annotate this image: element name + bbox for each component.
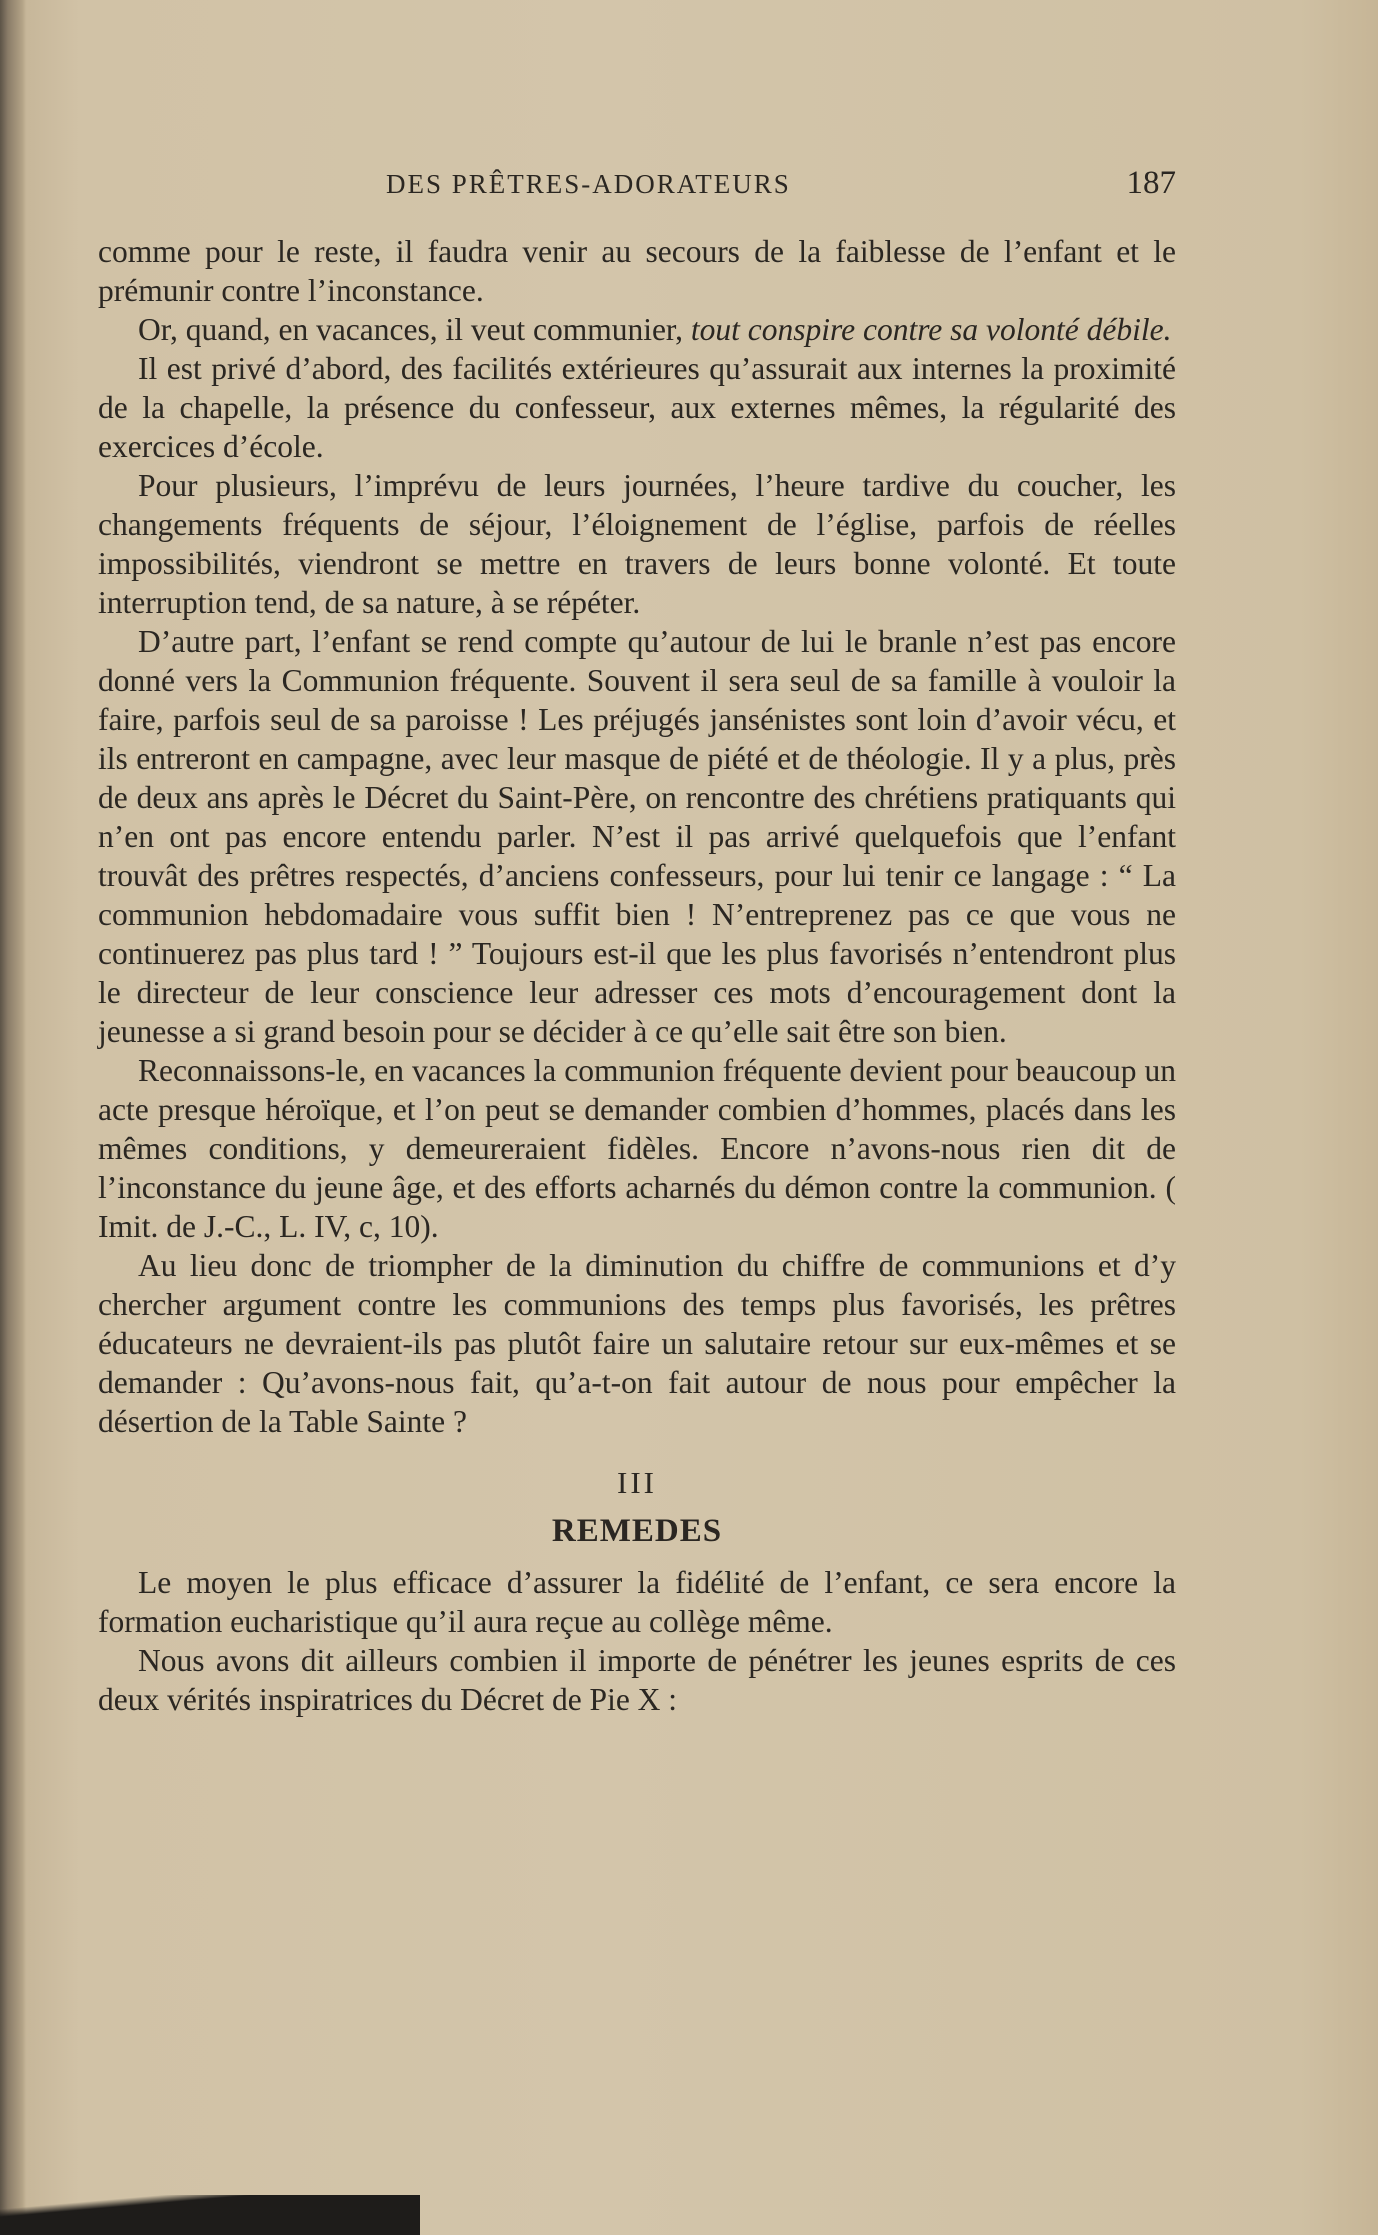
running-head	[96, 165, 1176, 205]
paragraph: Il est privé d’abord, des facilités extérieures qu’assurait aux internes la proximité de la chapelle, la présence du confesseur, aux externes mêmes, la régularité des exercices d’école.	[98, 351, 1176, 464]
running-title: DES PRÊTRES-ADORATEURS	[386, 169, 791, 199]
paragraph-text: Or, quand, en vacances, il veut communier,	[138, 312, 684, 347]
book-spine-shadow	[0, 0, 26, 2235]
page-number: 187	[1126, 165, 1176, 201]
paragraph: Au lieu donc de triompher de la diminution du chiffre de communions et d’y chercher argument contre les communions des temps plus favorisés, les prêtres éducateurs ne devraient-ils pas plutôt faire un salutaire retour sur eux-mêmes et se demander : Qu’avons-nous fait, qu’a-t-on fait autour de nous pour empêcher la désertion de la Table Sainte ?	[98, 1248, 1176, 1439]
page-corner-shadow	[0, 2195, 420, 2235]
section-number: III	[617, 1465, 657, 1500]
paragraph: Nous avons dit ailleurs combien il importe de pénétrer les jeunes esprits de ces deux vérités inspiratrices du Décret de Pie X :	[98, 1643, 1176, 1717]
paragraph: Reconnaissons-le, en vacances la communion fréquente devient pour beaucoup un acte presque héroïque, et l’on peut se demander combien d’hommes, placés dans les mêmes conditions, y demeureraient fidèles. Encore n’avons-nous rien dit de l’inconstance du jeune âge, et des efforts acharnés du démon contre la communion. ( Imit. de J.-C., L. IV, c, 10).	[98, 1053, 1176, 1244]
paragraph: Pour plusieurs, l’imprévu de leurs journées, l’heure tardive du coucher, les changements fréquents de séjour, l’éloignement de l’église, parfois de réelles impossibilités, viendront se mettre en travers de leurs bonne volonté. Et toute interruption tend, de sa nature, à se répéter.	[98, 468, 1176, 620]
paragraph: D’autre part, l’enfant se rend compte qu’autour de lui le branle n’est pas encore donné vers la Communion fréquente. Souvent il sera seul de sa famille à vouloir la faire, parfois seul de sa paroisse ! Les préjugés jansénistes sont loin d’avoir vécu, et ils entreront en campagne, avec leur masque de piété et de théologie. Il y a plus, près de deux ans après le Décret du Saint-Père, on rencontre des chrétiens pratiquants qui n’en ont pas encore entendu parler. N’est il pas arrivé quelquefois que l’enfant trouvât des prêtres respectés, d’anciens confesseurs, pour lui tenir ce langage : “ La communion hebdomadaire vous suffit bien ! N’entreprenez pas ce que vous ne continuerez pas plus tard ! ” Toujours est-il que les plus favorisés n’entendront plus le directeur de leur conscience leur adresser ces mots d’encouragement dont la jeunesse a si grand besoin pour se décider à ce qu’elle sait être son bien.	[98, 624, 1176, 1049]
section-title: REMEDES	[551, 1513, 723, 1549]
paragraph: comme pour le reste, il faudra venir au secours de la faiblesse de l’enfant et le prémunir contre l’inconstance.	[98, 234, 1176, 308]
italic-phrase: tout conspire contre sa volonté débile.	[690, 312, 1172, 347]
body-text	[98, 232, 1176, 1719]
paragraph: Le moyen le plus efficace d’assurer la fidélité de l’enfant, ce sera encore la formation eucharistique qu’il aura reçue au collège même.	[98, 1565, 1176, 1639]
paragraph	[98, 310, 1176, 349]
